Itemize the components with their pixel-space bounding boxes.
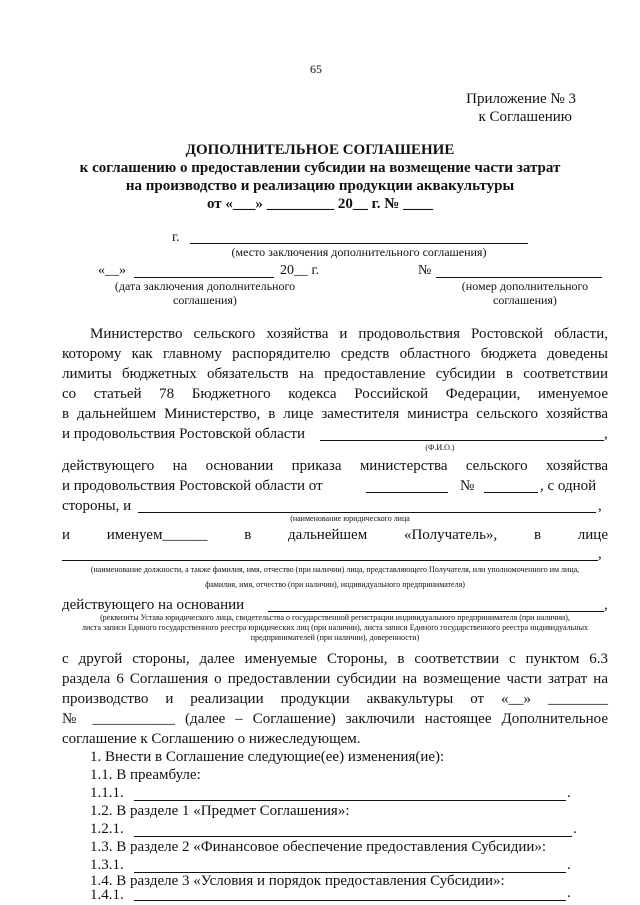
- body-p1-line-6: и продовольствия Ростовской области: [62, 426, 306, 442]
- fio-caption: (Ф.И.О.): [425, 443, 455, 452]
- body-p2-line-1: действующего на основании приказа министерства сельского хозяйства: [62, 458, 608, 474]
- word-and: и: [62, 527, 71, 543]
- body-p1-line-2: которому как главному распорядителю средств областного бюджета доведены: [62, 346, 608, 362]
- item-1-1-1-field[interactable]: [134, 800, 566, 801]
- body-p4-line-2: раздела 6 Соглашения о предоставлении субсидии на возмещение части затрат на: [62, 671, 608, 687]
- order-number-field[interactable]: [484, 492, 538, 493]
- item-1-3-1-dot: .: [567, 857, 571, 873]
- named-row: [62, 526, 608, 545]
- number-sign: №: [418, 263, 432, 278]
- representative-field[interactable]: [62, 560, 598, 561]
- title-line-2: к соглашению о предоставлении субсидии на возмещение части затрат: [79, 160, 561, 176]
- title-line-4: от «___» _________ 20__ г. № ____: [206, 196, 434, 212]
- basis-comma: ,: [604, 597, 608, 613]
- title-line-3: на производство и реализацию продукции аквакультуры: [125, 178, 515, 194]
- title-line-1: ДОПОЛНИТЕЛЬНОЕ СОГЛАШЕНИЕ: [185, 142, 455, 158]
- page-number: 65: [310, 62, 322, 76]
- basis-caption-2: листа записи Единого государственного реестра юридических лиц (при наличии), листа записи Единого государственного реестра индивидуальных: [82, 623, 588, 632]
- item-1-4-1-field[interactable]: [134, 900, 566, 901]
- position-caption-2: фамилия, имя, отчество (при наличии), индивидуального предпринимателя): [205, 580, 465, 589]
- word-named: именуем______: [106, 527, 208, 543]
- number-field[interactable]: [436, 277, 602, 278]
- word-person: лице: [577, 527, 608, 543]
- item-1-2-1: 1.2.1.: [90, 821, 124, 837]
- order-date-field[interactable]: [366, 492, 448, 493]
- legal-entity-comma: ,: [598, 498, 602, 514]
- basis-caption-3: предпринимателей (при наличии), доверенности): [250, 633, 420, 642]
- appendix-line-2: к Соглашению: [478, 109, 572, 125]
- item-1-2-1-dot: .: [573, 821, 577, 837]
- body-p1-line-3: лимиты бюджетных обязательств на предоставление субсидии в соответствии: [62, 366, 608, 382]
- item-1-1: 1.1. В преамбуле:: [90, 767, 201, 783]
- item-1-1-1-dot: .: [567, 785, 571, 801]
- item-1-1-1: 1.1.1.: [90, 785, 124, 801]
- number-caption-2: соглашения): [493, 293, 557, 307]
- number-caption-1: (номер дополнительного: [461, 279, 589, 293]
- word-in-2: в: [533, 527, 542, 543]
- body-p2-line-2b: №: [460, 478, 475, 494]
- body-p4-line-1: с другой стороны, далее именуемые Стороны, в соответствии с пунктом 6.3: [62, 651, 608, 667]
- item-1-4-1-dot: .: [567, 885, 571, 901]
- date-field[interactable]: [134, 277, 274, 278]
- item-1-4: 1.4. В разделе 3 «Условия и порядок предоставления Субсидии»:: [90, 873, 505, 889]
- body-p4-line-4: № ___________ (далее – Соглашение) заключили настоящее Дополнительное: [62, 711, 608, 727]
- body-p1-line-5: в дальнейшем Министерство, в лице заместителя министра сельского хозяйства: [62, 406, 608, 422]
- representative-comma: ,: [598, 546, 602, 562]
- body-p4-line-3: производство и реализации продукции аквакультуры от «__» ________: [62, 691, 608, 707]
- body-p4-line-5: соглашение к Соглашению о нижеследующем.: [62, 731, 361, 747]
- body-p1-line-4: со статьей 78 Бюджетного кодекса Российской Федерации, именуемое: [62, 386, 608, 402]
- body-p2-line-2a: и продовольствия Ростовской области от: [62, 478, 323, 494]
- place-field[interactable]: [190, 243, 528, 244]
- date-caption-1: (дата заключения дополнительного: [114, 279, 296, 293]
- word-further: дальнейшем: [288, 527, 368, 543]
- item-1: 1. Внести в Соглашение следующие(ее) изменения(ие):: [90, 749, 445, 765]
- body-p1-line-1: Министерство сельского хозяйства и продовольствия Ростовской области,: [90, 326, 608, 342]
- item-1-3-1: 1.3.1.: [90, 857, 124, 873]
- item-1-4-1: 1.4.1.: [90, 887, 124, 903]
- date-year: 20__ г.: [280, 263, 320, 278]
- legal-entity-field[interactable]: [138, 512, 596, 513]
- item-1-3: 1.3. В разделе 2 «Финансовое обеспечение предоставления Субсидии»:: [90, 839, 547, 855]
- date-caption-2: соглашения): [173, 293, 237, 307]
- appendix-line-1: Приложение № 3: [466, 91, 576, 107]
- date-prefix: «__»: [98, 263, 126, 278]
- legal-entity-caption: (наименование юридического лица: [290, 514, 410, 523]
- basis-field[interactable]: [268, 611, 604, 612]
- word-in: в: [244, 527, 252, 543]
- body-p2-line-2c: , с одной: [540, 478, 597, 494]
- position-caption-1: (наименование должности, а также фамилия, имя, отчество (при наличии) лица, представляющего Получателя, или уполномоченного им лица,: [90, 565, 580, 574]
- body-p2-line-3: стороны, и: [62, 498, 132, 514]
- word-recipient: «Получатель»,: [403, 527, 498, 543]
- body-p3-line-1: действующего на основании: [62, 597, 245, 613]
- item-1-2-1-field[interactable]: [134, 836, 572, 837]
- place-caption: (место заключения дополнительного соглашения): [231, 245, 487, 259]
- fio-field[interactable]: [320, 440, 604, 441]
- fio-comma: ,: [604, 426, 608, 442]
- basis-caption-1: (реквизиты Устава юридического лица, свидетельства о государственной регистрации индивидуального предпринимателя (при наличии),: [100, 613, 570, 622]
- place-prefix: г.: [172, 230, 180, 245]
- item-1-2: 1.2. В разделе 1 «Предмет Соглашения»:: [90, 803, 350, 819]
